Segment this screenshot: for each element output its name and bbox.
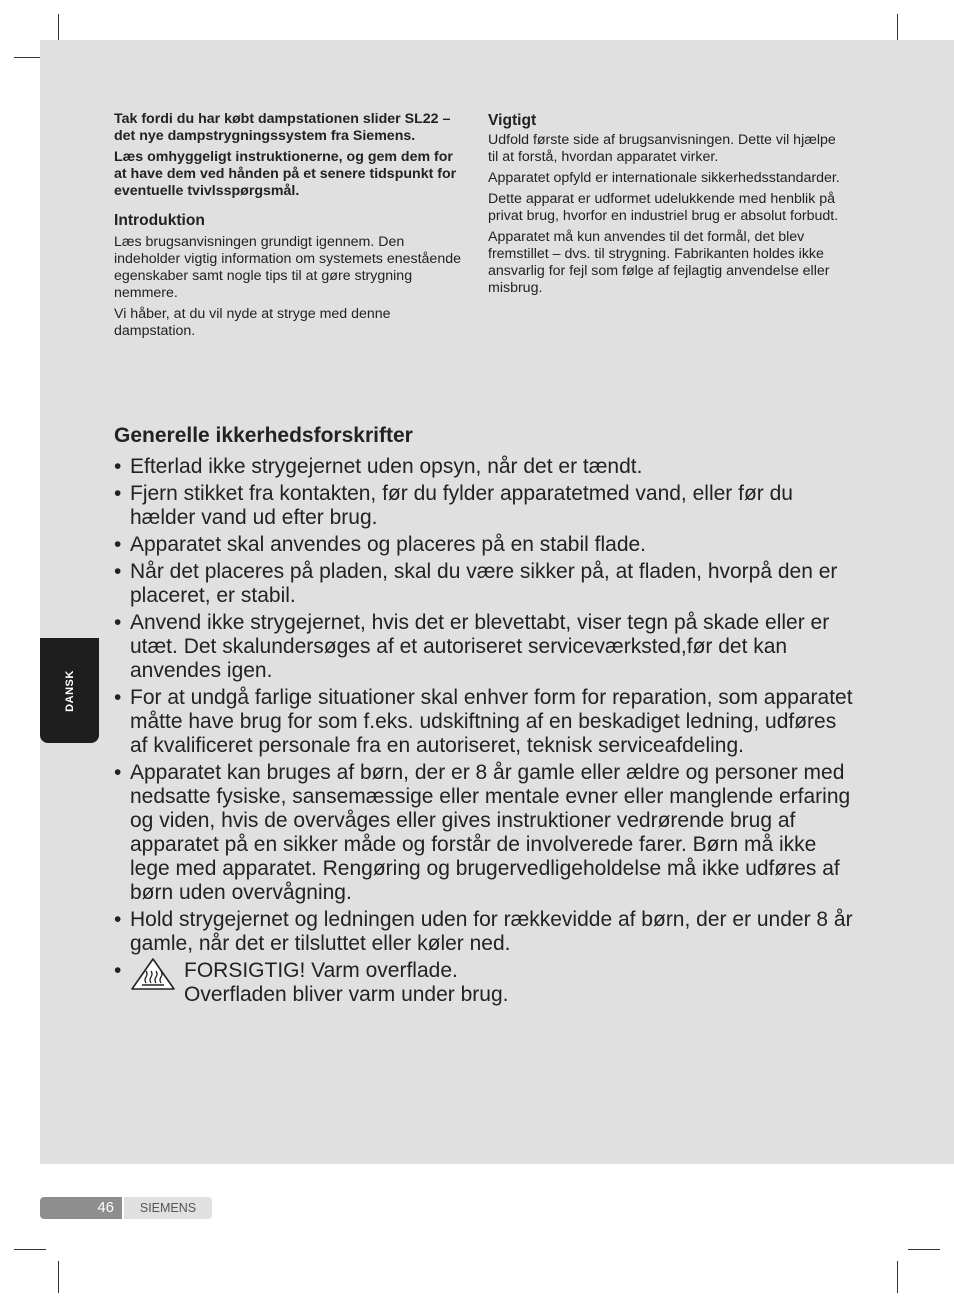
hot-surface-warning-icon [130,957,176,991]
safety-item: • Fjern stikket fra kontakten, før du fylder apparatetmed vand, eller før du hælder vand ud efter brug. [114,482,854,530]
important-paragraph: Udfold første side af brugsanvisningen. Dette vil hjælpe til at forstå, hvordan apparatet virker. [488,132,836,165]
safety-item: • Apparatet skal anvendes og placeres på en stabil flade. [114,533,854,557]
safety-item: • Apparatet kan bruges af børn, der er 8 år gamle eller ældre og personer med nedsatte fysiske, sansemæssige eller mentale evner eller manglende erfaring og viden, hvis de overvåges eller gives instruktioner vedrørende brug af apparatet på en sikker måde og forstår de involverede farer. Børn må ikke lege med apparatet. Rengøring og brugervedligeholdelse må ikke udføres af børn uden overvågning. [114,761,854,905]
safety-item: • For at undgå farlige situationer skal enhver form for reparation, som apparatet måtte have brug for som f.eks. udskiftning af en beskadiget ledning, udføres af kvalificeret personale fra en autoriseret, teknisk serviceafdeling. [114,686,854,758]
crop-mark [58,1261,59,1293]
intro-right-column [488,111,844,301]
safety-heading: Generelle ikkerhedsforskrifter [114,424,413,447]
introduction-heading: Introduktion [114,212,205,229]
thanks-text: Tak fordi du har købt dampstationen slider SL22 – det nye dampstrygningssystem fra Siemens. [114,111,451,144]
introduction-paragraph: Vi håber, at du vil nyde at stryge med denne dampstation. [114,306,391,339]
page-number: 46 [40,1197,122,1219]
safety-item: • Hold strygejernet og ledningen uden for rækkevidde af børn, der er under 8 år gamle, når det er tilsluttet eller køler ned. [114,908,854,956]
warning-line: Overfladen bliver varm under brug. [184,983,509,1006]
crop-mark [908,1249,940,1250]
important-paragraph: Apparatet må kun anvendes til det formål, det blev fremstillet – dvs. til strygning. Fabrikanten holdes ikke ansvarlig for fejl som følge af fejlagtig anvendelse eller misbrug. [488,229,830,296]
crop-mark [897,1261,898,1293]
language-tab [40,638,99,743]
safety-section [114,423,854,1010]
safety-item: • Efterlad ikke strygejernet uden opsyn, når det er tændt. [114,455,854,479]
warning-line: • FORSIGTIG! Varm overflade. [184,959,458,982]
read-carefully-text: Læs omhyggeligt instruktionerne, og gem dem for at have dem ved hånden på et senere tidspunkt for eventuelle tvivlsspørgsmål. [114,149,457,199]
language-tab-label: DANSK [64,670,76,712]
safety-list [114,455,854,1007]
important-paragraph: Apparatet opfyld er internationale sikkerhedsstandarder. [488,170,840,186]
safety-warning-item [114,959,854,1007]
brand-label: SIEMENS [124,1197,212,1219]
safety-item: • Når det placeres på pladen, skal du være sikker på, at fladen, hvorpå den er placeret, er stabil. [114,560,854,608]
safety-item: • Anvend ikke strygejernet, hvis det er blevettabt, viser tegn på skade eller er utæt. Det skalundersøges af et autoriseret serviceværksted,før det kan anvendes igen. [114,611,854,683]
important-paragraph: Dette apparat er udformet udelukkende med henblik på privat brug, hvorfor en industriel brug er absolut forbudt. [488,191,839,224]
introduction-paragraph: Læs brugsanvisningen grundigt igennem. Den indeholder vigtig information om systemets enestående egenskaber samt nogle tips til at gøre strygning nemmere. [114,234,461,301]
crop-mark [14,1249,46,1250]
warning-text [184,959,509,1007]
intro-left-column [114,111,466,344]
important-heading: Vigtigt [488,112,537,129]
